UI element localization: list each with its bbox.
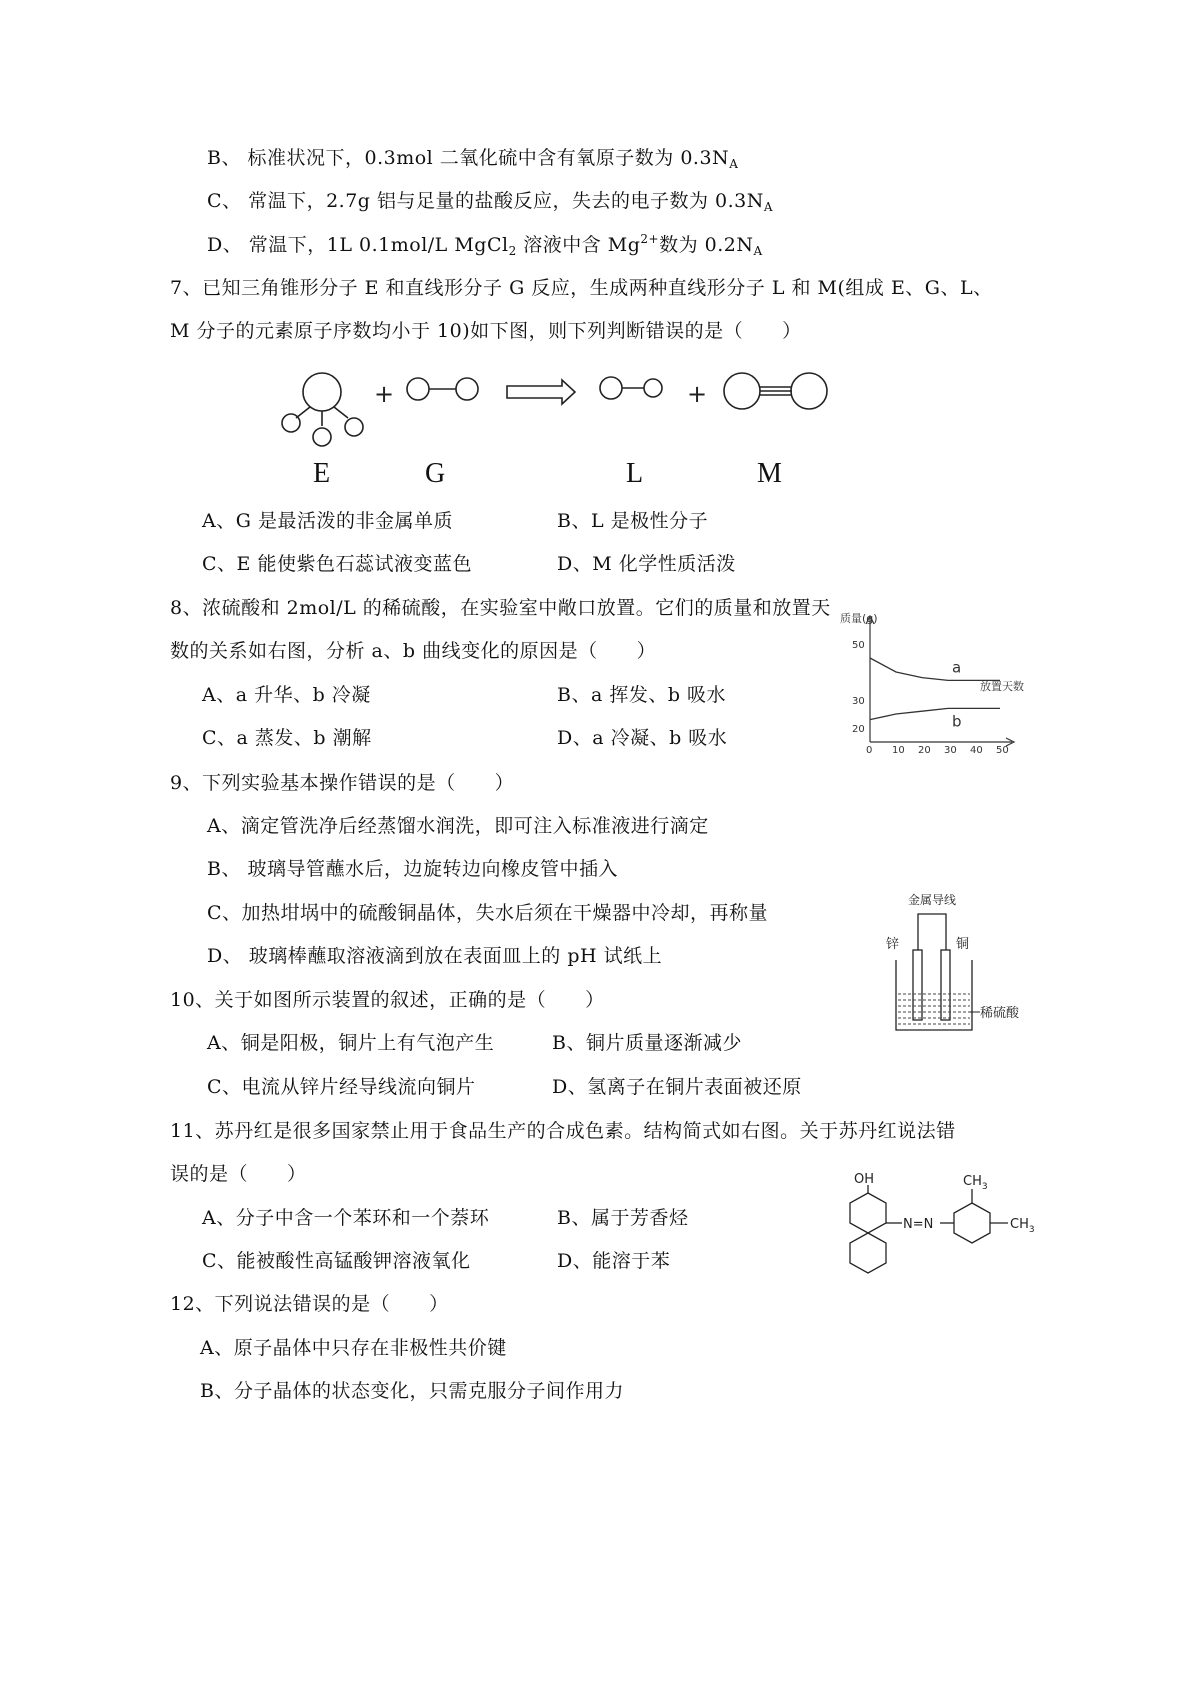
label-m: M [757,458,782,489]
m-atom-1 [724,373,760,409]
label-l: L [626,458,644,489]
q10-option-d: D、氢离子在铜片表面被还原 [552,1076,802,1098]
zn-label: 锌 [886,937,900,952]
x-tick-label-3: 30 [944,745,957,755]
q8-option-d: D、a 冷凝、b 吸水 [557,727,728,749]
l-atom-1 [600,377,622,399]
q12-option-b: B、分子晶体的状态变化，只需克服分子间作用力 [200,1380,624,1402]
e-central-atom [303,373,341,411]
cu-electrode [941,950,950,1020]
q11-option-c: C、能被酸性高锰酸钾溶液氧化 [202,1250,471,1272]
q10-option-c: C、电流从锌片经导线流向铜片 [207,1076,476,1098]
methyl-group-1: $CH_3$ [963,1174,988,1192]
y-tick-label-1: 30 [852,696,865,707]
q8-option-b: B、a 挥发、b 吸水 [557,684,727,706]
q11-option-b: B、属于芳香烃 [557,1207,689,1229]
naphthalene-ring-1 [850,1193,886,1233]
series-label-b: b [952,712,962,731]
q7-option-d: D、M 化学性质活泼 [557,553,736,575]
q6-option-d: D、 常温下，1L 0.1mol/L MgCl$_2$ 溶液中含 $Mg^{2+}$数为 $0.2N_A$ [207,232,763,258]
q7-option-b: B、L 是极性分子 [557,510,709,532]
label-e: E [313,458,331,489]
x-tick-label-0: 0 [866,745,873,755]
plus-sign-1: + [374,380,395,408]
q7-option-c: C、E 能使紫色石蕊试液变蓝色 [202,553,472,575]
naphthalene-ring-2 [850,1233,886,1273]
q11-stem-line2: 误的是（ ） [170,1163,307,1185]
series-label-a: a [952,658,962,677]
x-tick-label-1: 10 [892,745,905,755]
acid-label: 稀硫酸 [980,1006,1020,1021]
y-axis-label: 质量(g) [840,612,878,625]
q11-option-d: D、能溶于苯 [557,1250,671,1272]
m-atom-2 [791,373,827,409]
oh-group: OH [854,1172,875,1187]
y-tick-label-2: 50 [852,640,865,651]
e-atom-bottom [313,428,331,446]
q8-option-a: A、a 升华、b 冷凝 [202,684,371,706]
plus-sign-2: + [687,380,708,408]
wire-label: 金属导线 [908,893,957,907]
g-atom-1 [407,378,429,400]
q6-option-c: C、 常温下，2.7g 铝与足量的盐酸反应，失去的电子数为 $0.3N_A$ [207,190,774,214]
y-tick-label-0: 20 [852,724,865,735]
q8-stem-line1: 8、浓硫酸和 2mol/L 的稀硫酸，在实验室中敞口放置。它们的质量和放置天 [170,597,831,619]
q9-stem: 9、下列实验基本操作错误的是（ ） [170,772,515,794]
x-tick-label-5: 50 [996,745,1009,755]
reaction-arrow [507,380,575,404]
q10-option-b: B、铜片质量逐渐减少 [552,1032,742,1054]
series-line-b [870,708,1000,719]
q8-option-c: C、a 蒸发、b 潮解 [202,727,372,749]
q12-stem: 12、下列说法错误的是（ ） [170,1293,449,1315]
q9-option-d: D、 玻璃棒蘸取溶液滴到放在表面皿上的 pH 试纸上 [207,945,663,967]
azo-group: N=N [903,1217,934,1232]
label-g: G [425,458,446,489]
q9-option-b: B、 玻璃导管蘸水后，边旋转边向橡皮管中插入 [207,858,619,880]
q7-stem-line2: M 分子的元素原子序数均小于 10)如下图，则下列判断错误的是（ ） [170,320,802,342]
e-atom-right [345,418,363,436]
q8-stem-line2: 数的关系如右图，分析 a、b 曲线变化的原因是（ ） [170,640,657,662]
q7-stem-line1: 7、已知三角锥形分子 E 和直线形分子 G 反应，生成两种直线形分子 L 和 M(组成 E、G、L、 [170,277,993,299]
q6-option-b: B、 标准状况下，0.3mol 二氧化硫中含有氧原子数为 $0.3N_A$ [207,147,739,171]
benzene-ring [954,1203,990,1243]
sudan-red-structure [840,1165,1060,1285]
series-line-a [870,658,1000,680]
g-atom-2 [456,378,478,400]
zn-electrode [913,950,922,1020]
metal-wire [918,914,946,950]
mass-days-chart [830,610,1060,755]
galvanic-cell-figure [880,890,1060,1040]
q11-stem-line1: 11、苏丹红是很多国家禁止用于食品生产的合成色素。结构简式如右图。关于苏丹红说法错 [170,1120,956,1142]
cu-label: 铜 [956,937,970,952]
methyl-group-2: $CH_3$ [1010,1217,1035,1235]
q9-option-a: A、滴定管洗净后经蒸馏水润洗，即可注入标准液进行滴定 [207,815,709,837]
x-tick-label-2: 20 [918,745,931,755]
e-atom-left [282,414,300,432]
l-atom-2 [644,379,662,397]
q10-option-a: A、铜是阳极，铜片上有气泡产生 [207,1032,495,1054]
q11-option-a: A、分子中含一个苯环和一个萘环 [202,1207,490,1229]
x-axis-label: 放置天数 [980,680,1024,693]
q9-option-c: C、加热坩埚中的硫酸铜晶体，失水后须在干燥器中冷却，再称量 [207,902,769,924]
q7-option-a: A、G 是最活泼的非金属单质 [202,510,453,532]
q10-stem: 10、关于如图所示装置的叙述，正确的是（ ） [170,989,605,1011]
q12-option-a: A、原子晶体中只存在非极性共价键 [200,1337,507,1359]
beaker [896,960,972,1030]
x-tick-label-4: 40 [970,745,983,755]
